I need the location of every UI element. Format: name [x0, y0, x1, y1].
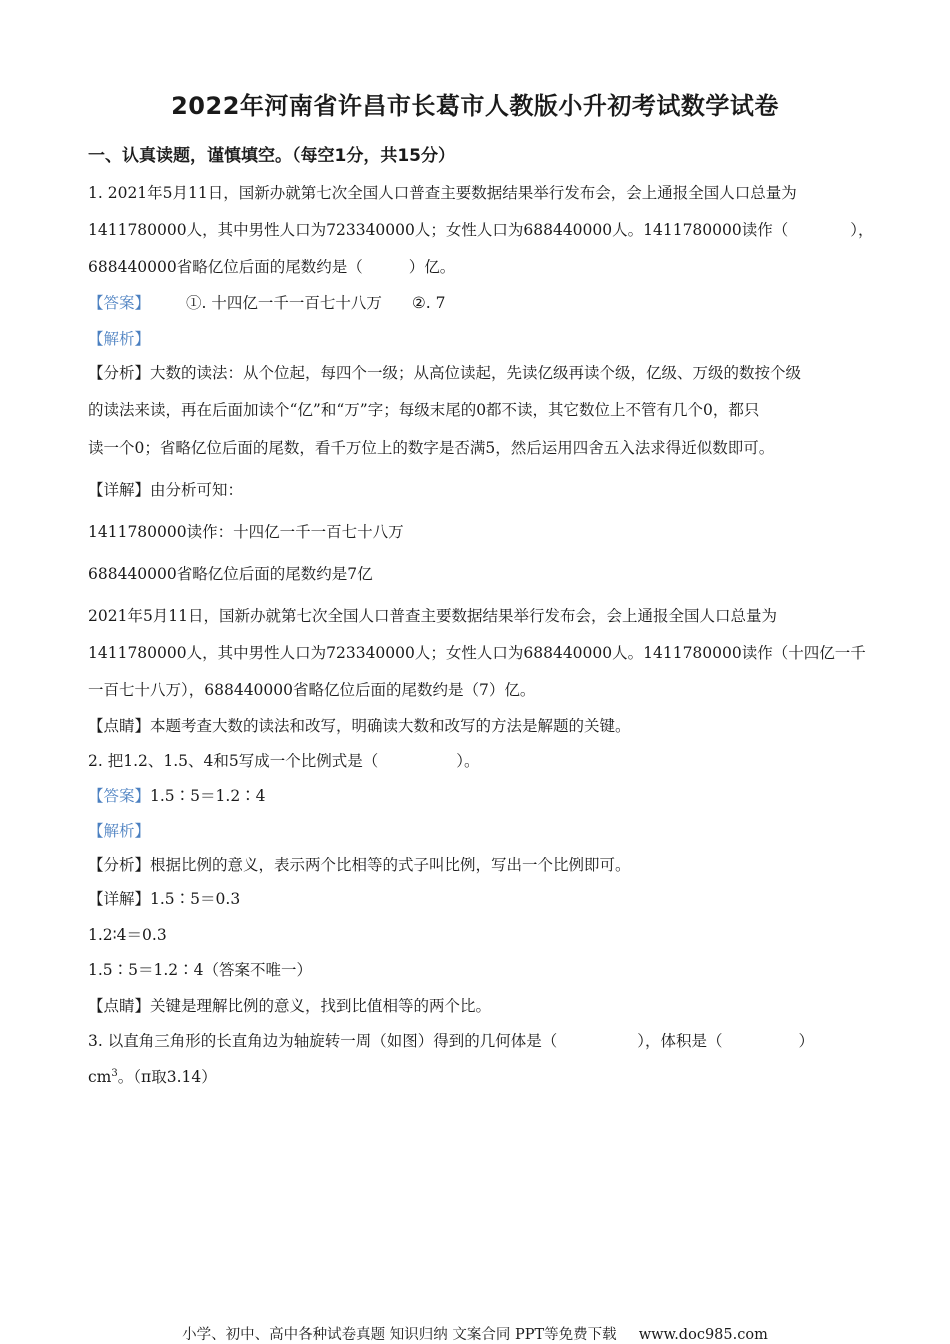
q1-detail-1: 1411780000读作：十四亿一千一百七十八万 [88, 523, 404, 541]
analysis-tag: 【解析】 [88, 822, 151, 840]
q3-unit-exponent: 3 [111, 1067, 118, 1079]
q1-restate-3: 一百七十八万），688440000省略亿位后面的尾数约是（7）亿。 [88, 681, 536, 699]
xiangjie-tag: 【详解】 [88, 481, 151, 499]
q2-fenxi-line [88, 855, 868, 875]
question-3-line-2 [88, 1067, 868, 1087]
q1-text-3b: ）亿。 [408, 258, 456, 276]
q1-text-2b: ）， [850, 221, 874, 239]
q1-fenxi-text-1: 大数的读法：从个位起，每四个一级；从高位读起，先读亿级再读个级，亿级、万级的数按个级 [150, 364, 802, 382]
footer-text: 小学、初中、高中各种试卷真题 知识归纳 文案合同 PPT等免费下载 [182, 1327, 617, 1343]
question-2-line-1 [88, 751, 868, 771]
q2-xiangjie-text: 1.5∶5＝0.3 [150, 890, 241, 908]
question-3-line-1 [88, 1031, 868, 1051]
q2-answer: 1.5∶5＝1.2∶4 [150, 787, 266, 805]
q3-text-1b: ），体积是（ [637, 1032, 723, 1050]
answer-tag: 【答案】 [88, 787, 151, 805]
q1-dianjing-line [88, 716, 868, 736]
fenxi-tag: 【分析】 [88, 364, 151, 382]
q2-text-1a: 2. 把1.2、1.5、4和5写成一个比例式是（ [88, 752, 379, 770]
page-footer [0, 1323, 950, 1344]
q2-dianjing-line [88, 996, 868, 1016]
q1-xiangjie-line [88, 480, 868, 500]
q3-text-1c: ） [798, 1032, 814, 1050]
q2-xiangjie-line [88, 889, 868, 909]
q3-unit: cm [88, 1068, 112, 1086]
q2-text-1b: ）。 [456, 752, 480, 770]
q1-text-2a: 1411780000人，其中男性人口为723340000人；女性人口为688440000人。1411780000读作（ [88, 221, 789, 239]
footer-site-link[interactable]: www.doc985.com [638, 1327, 768, 1343]
analysis-tag: 【解析】 [88, 330, 151, 348]
q1-fenxi-line-3: 读一个0；省略亿位后面的尾数，看千万位上的数字是否满5，然后运用四舍五入法求得近似数即可。 [88, 439, 775, 457]
answer-tag: 【答案】 [88, 294, 151, 312]
q1-dianjing-text: 本题考查大数的读法和改写，明确读大数和改写的方法是解题的关键。 [150, 717, 631, 735]
q2-detail-1: 1.2∶4＝0.3 [88, 926, 167, 944]
section-header: 一、认真读题，谨慎填空。（每空1分，共15分） [88, 146, 455, 166]
dianjing-tag: 【点睛】 [88, 997, 151, 1015]
q3-text-1a: 3. 以直角三角形的长直角边为轴旋转一周（如图）得到的几何体是（ [88, 1032, 558, 1050]
q1-detail-2: 688440000省略亿位后面的尾数约是7亿 [88, 565, 373, 583]
fenxi-tag: 【分析】 [88, 856, 151, 874]
q1-restate-2: 1411780000人，其中男性人口为723340000人；女性人口为688440000人。1411780000读作（十四亿一千 [88, 644, 866, 662]
q1-answer-2: ②. 7 [411, 294, 446, 312]
dianjing-tag: 【点睛】 [88, 717, 151, 735]
page-title: 2022年河南省许昌市长葛市人教版小升初考试数学试卷 [171, 92, 779, 120]
q1-answer-1: ①. 十四亿一千一百七十八万 [186, 294, 382, 312]
q1-xiangjie-text: 由分析可知： [150, 481, 244, 499]
question-1-line-3 [88, 257, 868, 277]
question-1-line-2 [88, 220, 874, 240]
q1-answer-line [88, 293, 868, 313]
q2-fenxi-text: 根据比例的意义，表示两个比相等的式子叫比例，写出一个比例即可。 [150, 856, 631, 874]
q1-text-3a: 688440000省略亿位后面的尾数约是（ [88, 258, 363, 276]
q1-restate-1: 2021年5月11日，国新办就第七次全国人口普查主要数据结果举行发布会，会上通报全国人口总量为 [88, 607, 778, 625]
q3-text-2: 。（π取3.14） [117, 1068, 217, 1086]
q2-detail-2: 1.5∶5＝1.2∶4（答案不唯一） [88, 961, 313, 979]
q1-fenxi-line-1 [88, 363, 868, 383]
q2-dianjing-text: 关键是理解比例的意义，找到比值相等的两个比。 [150, 997, 492, 1015]
question-1-line-1: 1. 2021年5月11日，国新办就第七次全国人口普查主要数据结果举行发布会，会上通报全国人口总量为 [88, 184, 797, 202]
xiangjie-tag: 【详解】 [88, 890, 151, 908]
q1-fenxi-line-2: 的读法来读，再在后面加读个“亿”和“万”字；每级末尾的0都不读，其它数位上不管有几个0，都只 [88, 401, 760, 419]
q2-answer-line [88, 786, 868, 806]
